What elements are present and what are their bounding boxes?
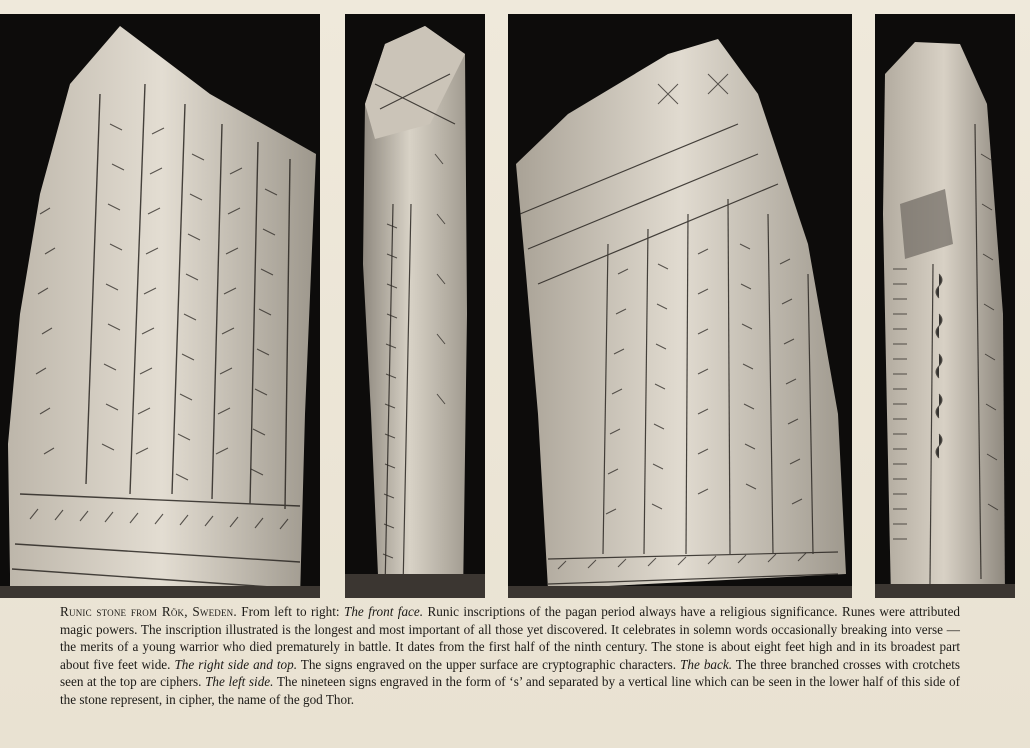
runestone-back-image (508, 14, 852, 598)
photo-back (508, 14, 852, 598)
caption-back-text: The three branched crosses with crotchets seen at the top are ciphers. (60, 656, 961, 690)
caption-left-label: The left side. (205, 674, 274, 690)
figure-caption (60, 603, 960, 709)
runestone-front-image (0, 14, 320, 598)
photo-front-face (0, 14, 320, 598)
caption-right-text: The signs engraved on the upper surface are cryptographic characters. (297, 656, 681, 672)
photo-right-side (345, 14, 485, 598)
caption-right-label: The right side and top. (174, 656, 298, 672)
caption-front-text: Runic inscriptions of the pagan period always have a religious significance. Runes were attributed magic powers. The inscription illustrated is the longest and most important of all those yet discovered. It celebrates in solemn words occasionally breaking into verse — the merits of a young warrior who died prematurely in battle. It dates from the first half of the ninth century. The stone is about eight feet high and in its broadest part about five feet wide. (60, 604, 961, 672)
photo-left-side (875, 14, 1015, 598)
runestone-left-side-image (875, 14, 1015, 598)
caption-intro: From left to right: (236, 604, 344, 619)
caption-title: Runic stone from Rök, Sweden. (60, 604, 237, 619)
runestone-right-side-image (345, 14, 485, 598)
caption-front-label: The front face. (344, 604, 424, 619)
caption-left-text: The nineteen signs engraved in the form of ‘s’ and separated by a vertical line which can be seen in the lower half of this side of the stone represent, in cipher, the name of the god Thor. (60, 674, 960, 707)
caption-back-label: The back. (680, 656, 733, 672)
